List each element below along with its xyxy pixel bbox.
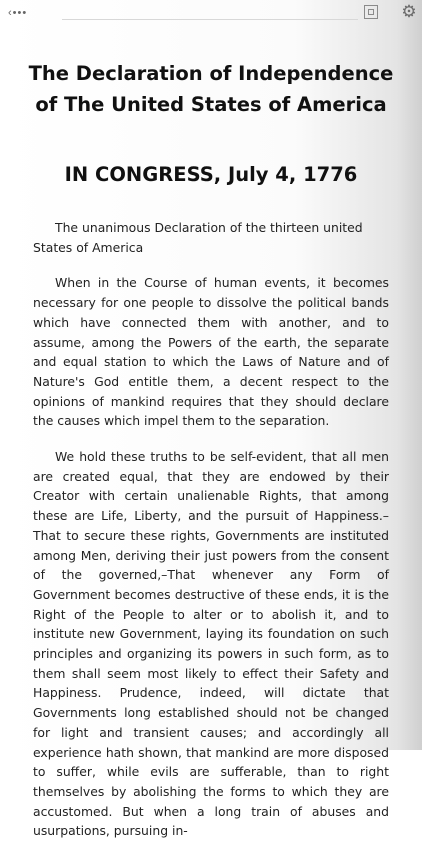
frame-icon[interactable] [364,5,378,19]
document-subtitle: IN CONGRESS, July 4, 1776 [64,163,358,186]
reader-toolbar [0,0,422,28]
gear-icon[interactable]: ⚙ [401,2,417,21]
document-body [33,218,389,857]
paragraph: We hold these truths to be self-evident, that all men are created equal, that they are endowed by their Creator with certain unalienable Rights, that among these are Life, Liberty, and the pursuit of Happiness.–That to secure these rights, Governments are instituted among Men, deriving their just powers from the consent of the governed,–That whenever any Form of Government becomes destructive of these ends, it is the Right of the People to alter or to abolish it, and to institute new Government, laying its foundation on such principles and organizing its powers in such form, as to them shall seem most likely to effect their Safety and Happiness. Prudence, indeed, will dictate that Governments long established should not be changed for light and transient causes; and accordingly all experience hath shown, that mankind are more disposed to suffer, while evils are sufferable, than to right themselves by abolishing the forms to which they are accustomed. But when a long train of abuses and usurpations, pursuing in- [33,449,389,839]
page-progress-bar[interactable] [62,19,358,20]
paragraph: The unanimous Declaration of the thirteen united States of America [33,220,363,255]
back-arrow-icon: ‹••• [8,7,28,19]
back-button[interactable] [8,6,34,20]
paragraph: When in the Course of human events, it becomes necessary for one people to dissolve the political bands which have connected them with another, and to assume, among the Powers of the earth, the separate and equal station to which the Laws of Nature and of Nature's God entitle them, a decent respect to the opinions of mankind requires that they should declare the causes which impel them to the separation. [33,275,389,429]
title-line-1: The Declaration of Independence [28,62,394,85]
title-line-2: of The United States of America [35,93,387,116]
document-title [0,58,422,120]
